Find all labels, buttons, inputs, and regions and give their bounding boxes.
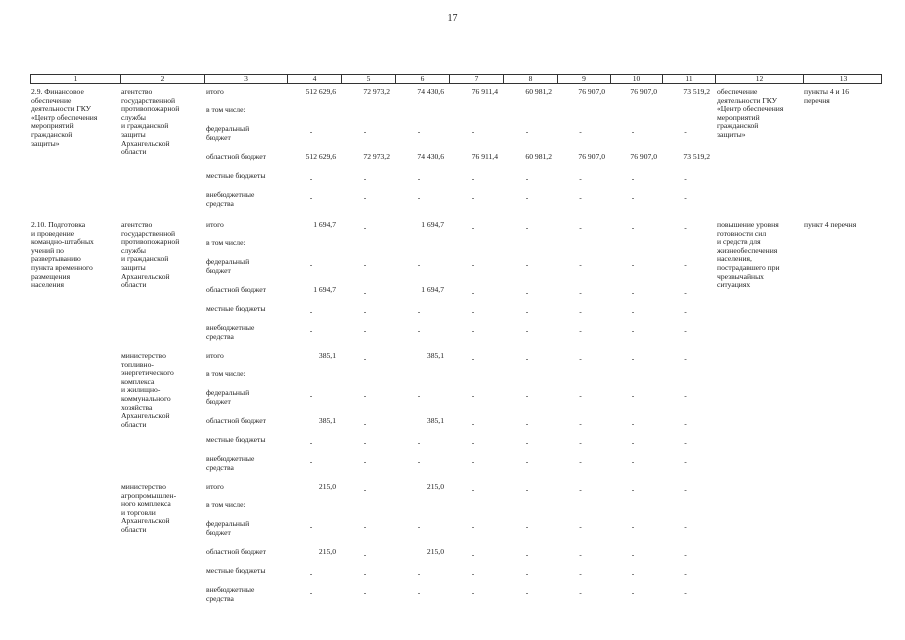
funding-value: -: [579, 588, 582, 597]
funding-value: -: [471, 588, 475, 597]
funding-source-label: местные бюджеты: [206, 171, 266, 180]
funding-source-label: федеральный бюджет: [206, 388, 250, 406]
column-header-2: 2: [120, 75, 204, 83]
funding-value: -: [631, 569, 635, 578]
funding-source-label: итого: [206, 351, 224, 360]
funding-value: -: [525, 288, 529, 297]
funding-value: 215,0: [426, 547, 444, 556]
funding-value: -: [417, 326, 421, 335]
funding-value: -: [579, 550, 582, 559]
funding-value: -: [684, 457, 687, 466]
funding-value: -: [631, 550, 635, 559]
funding-value: -: [684, 260, 687, 269]
column-header-9: 9: [557, 75, 610, 83]
funding-value: -: [363, 438, 367, 447]
funding-value: -: [631, 457, 635, 466]
funding-value: -: [684, 588, 687, 597]
funding-value: -: [471, 485, 475, 494]
funding-source-label: местные бюджеты: [206, 304, 266, 313]
funding-value: -: [471, 174, 475, 183]
column-header-10: 10: [610, 75, 662, 83]
funding-value: 73 519,2: [683, 87, 710, 96]
measure-name: 2.9. Финансовое обеспечение деятельности ГКУ «Центр обеспечения мероприятий гражданской защиты»: [31, 87, 98, 148]
funding-value: -: [363, 485, 367, 494]
funding-value: -: [631, 174, 635, 183]
indicator-reference: пункт 4 перечня: [804, 220, 857, 229]
funding-value: -: [631, 307, 635, 316]
funding-value: -: [525, 174, 529, 183]
funding-value: -: [363, 260, 367, 269]
funding-source-label: внебюджетные средства: [206, 454, 255, 472]
funding-value: -: [525, 326, 529, 335]
funding-value: -: [684, 326, 687, 335]
funding-value: -: [363, 588, 367, 597]
funding-value: -: [525, 588, 529, 597]
funding-value: -: [471, 569, 475, 578]
funding-value: -: [363, 391, 367, 400]
funding-value: 1 694,7: [421, 220, 444, 229]
funding-value: -: [417, 307, 421, 316]
funding-value: -: [471, 522, 475, 531]
funding-value: -: [525, 438, 529, 447]
funding-value: -: [417, 569, 421, 578]
funding-value: -: [417, 174, 421, 183]
funding-value: -: [631, 522, 635, 531]
funding-value: -: [525, 307, 529, 316]
funding-value: -: [525, 485, 529, 494]
executor-name: министерство агропромышлен- ного комплекса и торговли Архангельской области: [121, 482, 177, 534]
funding-value: -: [309, 127, 313, 136]
column-header-11: 11: [662, 75, 715, 83]
funding-value: -: [471, 127, 475, 136]
funding-value: -: [471, 438, 475, 447]
funding-value: -: [684, 193, 687, 202]
funding-value: 76 907,0: [630, 152, 657, 161]
funding-source-label: федеральный бюджет: [206, 124, 250, 142]
funding-value: -: [471, 391, 475, 400]
funding-value: -: [579, 354, 582, 363]
funding-source-label: итого: [206, 87, 224, 96]
column-header-6: 6: [395, 75, 449, 83]
funding-value: 1 694,7: [313, 220, 336, 229]
funding-value: -: [684, 354, 687, 363]
funding-value: -: [471, 419, 475, 428]
funding-value: 215,0: [426, 482, 444, 491]
funding-source-label: в том числе:: [206, 500, 246, 509]
funding-value: -: [309, 457, 313, 466]
funding-value: -: [579, 307, 582, 316]
funding-value: -: [525, 550, 529, 559]
funding-value: -: [363, 354, 367, 363]
page-number: 17: [447, 13, 458, 24]
executor-name: министерство топливно- энергетического комплекса и жилищно- коммунального хозяйства Архангельской области: [121, 351, 174, 429]
funding-value: -: [363, 307, 367, 316]
funding-value: -: [684, 485, 687, 494]
column-number-header: [30, 74, 882, 84]
funding-value: -: [471, 457, 475, 466]
funding-value: -: [363, 457, 367, 466]
funding-value: -: [309, 307, 313, 316]
funding-value: -: [471, 223, 475, 232]
funding-value: -: [309, 438, 313, 447]
funding-value: -: [471, 260, 475, 269]
funding-value: -: [684, 522, 687, 531]
funding-value: -: [684, 127, 687, 136]
funding-value: -: [417, 193, 421, 202]
funding-value: 385,1: [318, 351, 336, 360]
funding-source-label: областной бюджет: [206, 416, 266, 425]
indicator-reference: пункты 4 и 16 перечня: [804, 87, 850, 105]
funding-value: -: [471, 193, 475, 202]
funding-value: 215,0: [318, 482, 336, 491]
funding-value: -: [309, 326, 313, 335]
funding-value: -: [631, 223, 635, 232]
funding-value: -: [684, 569, 687, 578]
funding-value: -: [631, 193, 635, 202]
funding-value: -: [471, 550, 475, 559]
funding-value: -: [579, 127, 582, 136]
funding-value: -: [579, 485, 582, 494]
funding-value: -: [684, 419, 687, 428]
funding-value: 76 911,4: [471, 87, 498, 96]
funding-value: -: [631, 127, 635, 136]
funding-value: -: [363, 419, 367, 428]
funding-value: -: [309, 522, 313, 531]
funding-value: -: [684, 174, 687, 183]
funding-value: -: [417, 438, 421, 447]
column-header-4: 4: [287, 75, 341, 83]
funding-value: -: [363, 223, 367, 232]
funding-value: -: [525, 419, 529, 428]
funding-value: -: [363, 326, 367, 335]
funding-value: -: [631, 485, 635, 494]
funding-value: -: [631, 260, 635, 269]
funding-value: -: [579, 223, 582, 232]
funding-value: -: [471, 307, 475, 316]
funding-value: 73 519,2: [683, 152, 710, 161]
funding-value: -: [579, 391, 582, 400]
funding-value: -: [579, 193, 582, 202]
funding-value: 60 981,2: [525, 87, 552, 96]
funding-value: -: [579, 569, 582, 578]
funding-value: -: [363, 569, 367, 578]
funding-value: -: [417, 391, 421, 400]
funding-value: -: [417, 522, 421, 531]
funding-value: -: [525, 193, 529, 202]
funding-source-label: внебюджетные средства: [206, 190, 255, 208]
funding-value: -: [309, 174, 313, 183]
funding-source-label: областной бюджет: [206, 285, 266, 294]
funding-value: -: [525, 391, 529, 400]
executor-name: агентство государственной противопожарной службы и гражданской защиты Архангельской области: [121, 87, 180, 157]
funding-value: -: [579, 174, 582, 183]
funding-value: -: [684, 307, 687, 316]
funding-value: 215,0: [318, 547, 336, 556]
funding-value: -: [684, 438, 687, 447]
funding-value: -: [309, 391, 313, 400]
funding-source-label: областной бюджет: [206, 152, 266, 161]
funding-value: -: [471, 326, 475, 335]
funding-value: -: [631, 326, 635, 335]
funding-value: -: [363, 550, 367, 559]
funding-value: -: [684, 288, 687, 297]
funding-value: -: [525, 260, 529, 269]
funding-value: -: [363, 127, 367, 136]
column-header-1: 1: [73, 74, 78, 83]
funding-source-label: федеральный бюджет: [206, 257, 250, 275]
funding-value: -: [631, 288, 635, 297]
funding-source-label: федеральный бюджет: [206, 519, 250, 537]
funding-value: -: [631, 419, 635, 428]
funding-value: -: [579, 288, 582, 297]
funding-value: 1 694,7: [421, 285, 444, 294]
expected-result: повышение уровня готовности сил и средств для жизнеобеспечения населения, пострадавшего при чрезвычайных ситуациях: [717, 220, 780, 290]
funding-value: -: [417, 457, 421, 466]
funding-value: -: [417, 260, 421, 269]
funding-value: -: [631, 391, 635, 400]
funding-value: 512 629,6: [305, 152, 336, 161]
funding-value: 74 430,6: [417, 87, 444, 96]
funding-source-label: местные бюджеты: [206, 566, 266, 575]
funding-value: 385,1: [318, 416, 336, 425]
column-header-3: 3: [204, 75, 287, 83]
funding-value: -: [684, 391, 687, 400]
funding-value: 76 911,4: [471, 152, 498, 161]
executor-name: агентство государственной противопожарной службы и гражданской защиты Архангельской области: [121, 220, 180, 290]
funding-value: -: [579, 457, 582, 466]
funding-value: -: [309, 569, 313, 578]
funding-value: -: [525, 522, 529, 531]
funding-value: 385,1: [426, 416, 444, 425]
funding-value: -: [631, 354, 635, 363]
funding-value: -: [471, 288, 475, 297]
funding-value: 74 430,6: [417, 152, 444, 161]
funding-value: -: [363, 522, 367, 531]
column-header-7: 7: [449, 75, 503, 83]
funding-value: 60 981,2: [525, 152, 552, 161]
funding-value: -: [579, 438, 582, 447]
funding-value: -: [309, 193, 313, 202]
funding-value: -: [579, 260, 582, 269]
funding-value: -: [525, 354, 529, 363]
funding-value: -: [525, 457, 529, 466]
funding-source-label: в том числе:: [206, 105, 246, 114]
funding-value: -: [684, 223, 687, 232]
funding-value: -: [363, 193, 367, 202]
funding-source-label: внебюджетные средства: [206, 585, 255, 603]
funding-value: -: [471, 354, 475, 363]
funding-source-label: в том числе:: [206, 238, 246, 247]
funding-source-label: в том числе:: [206, 369, 246, 378]
column-header-8: 8: [503, 75, 557, 83]
funding-value: -: [579, 522, 582, 531]
funding-value: -: [525, 223, 529, 232]
funding-value: -: [417, 588, 421, 597]
funding-source-label: внебюджетные средства: [206, 323, 255, 341]
funding-value: -: [525, 569, 529, 578]
expected-result: обеспечение деятельности ГКУ «Центр обеспечения мероприятий гражданской защиты»: [717, 87, 784, 139]
funding-source-label: итого: [206, 482, 224, 491]
funding-value: -: [579, 326, 582, 335]
funding-value: 512 629,6: [305, 87, 336, 96]
funding-value: -: [363, 174, 367, 183]
measure-name: 2.10. Подготовка и проведение командно-штабных учений по развертыванию пункта временного размещения населения: [31, 220, 94, 290]
funding-source-label: итого: [206, 220, 224, 229]
funding-value: 76 907,0: [630, 87, 657, 96]
funding-value: 76 907,0: [578, 152, 605, 161]
funding-value: -: [579, 419, 582, 428]
column-header-5: 5: [341, 75, 395, 83]
funding-value: -: [525, 127, 529, 136]
funding-value: -: [631, 438, 635, 447]
funding-value: 76 907,0: [578, 87, 605, 96]
funding-value: 72 973,2: [363, 87, 390, 96]
funding-value: -: [309, 260, 313, 269]
funding-value: 385,1: [426, 351, 444, 360]
funding-value: -: [417, 127, 421, 136]
funding-value: 1 694,7: [313, 285, 336, 294]
column-header-13: 13: [803, 75, 883, 83]
funding-value: 72 973,2: [363, 152, 390, 161]
column-header-12: 12: [715, 75, 803, 83]
funding-value: -: [309, 588, 313, 597]
funding-source-label: областной бюджет: [206, 547, 266, 556]
funding-value: -: [684, 550, 687, 559]
funding-source-label: местные бюджеты: [206, 435, 266, 444]
funding-value: -: [363, 288, 367, 297]
funding-value: -: [631, 588, 635, 597]
